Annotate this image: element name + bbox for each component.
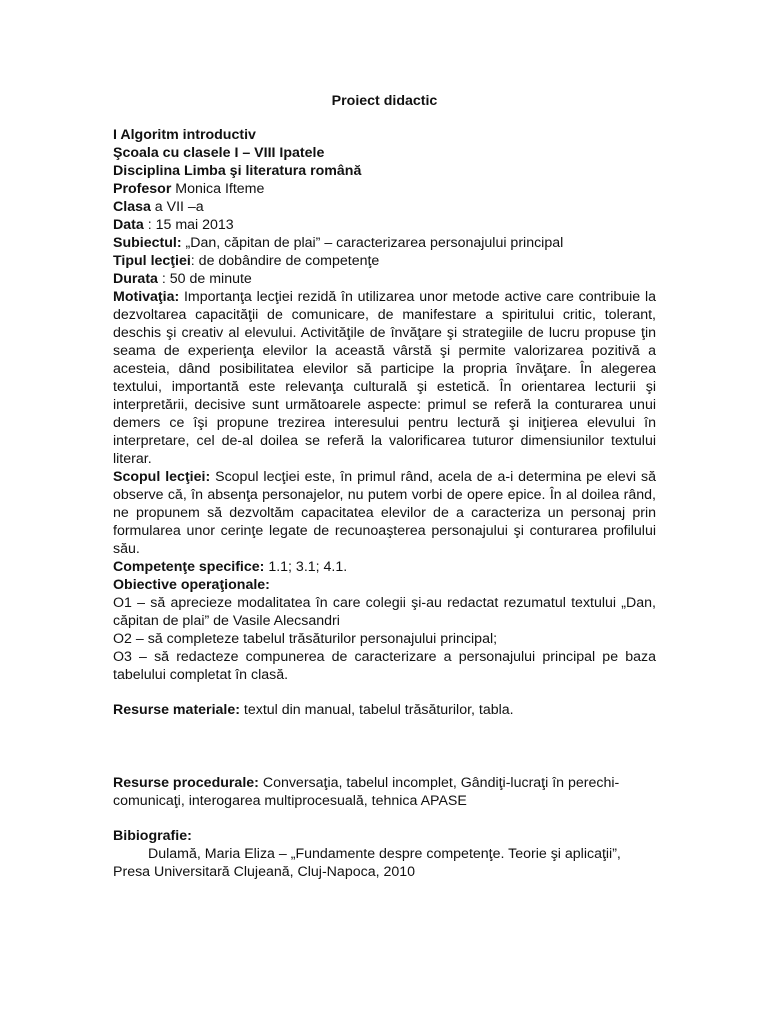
clasa-label: Clasa	[113, 199, 151, 215]
bibliografie-entry: Dulamă, Maria Eliza – „Fundamente despre competenţe. Teorie şi aplicaţii”, Presa Universitară Clujeană, Cluj-Napoca, 2010	[113, 846, 621, 880]
durata-value: : 50 de minute	[157, 271, 252, 287]
document-page	[113, 92, 656, 881]
competente-field	[113, 558, 656, 576]
subiect-field	[113, 234, 656, 252]
tip-lectie-field	[113, 252, 656, 270]
obiective-heading: Obiective operaţionale:	[113, 577, 270, 593]
resurse-materiale-label: Resurse materiale:	[113, 702, 240, 718]
document-title: Proiect didactic	[331, 93, 438, 109]
objective-o1: O1 – să aprecieze modalitatea în care colegii şi-au redactat rezumatul textului „Dan, căpitan de plai” de Vasile Alecsandri	[113, 595, 656, 629]
resurse-procedurale-field	[113, 774, 656, 810]
scop-label: Scopul lecţiei:	[113, 469, 211, 485]
profesor-label: Profesor	[113, 181, 172, 197]
disciplina-heading: Disciplina Limba şi literatura română	[113, 163, 362, 179]
scop-text: Scopul lecţiei este, în primul rând, acela de a-i determina pe elevi să observe că, în absenţa personajelor, nu putem vorbi de opere epice. În al doilea rând, ne propunem să dezvoltăm capacitatea elevilor de a caracteriza un personaj prin formularea unor cerinţe legate de recunoaşterea personajului şi conturarea profilului său.	[113, 469, 656, 557]
durata-field	[113, 270, 656, 288]
objective-o2: O2 – să completeze tabelul trăsăturilor personajului principal;	[113, 631, 498, 647]
tip-lectie-value: : de dobândire de competenţe	[190, 253, 380, 269]
subiect-value: „Dan, căpitan de plai” – caracterizarea personajului principal	[181, 235, 564, 251]
motivatie-paragraph	[113, 288, 656, 468]
competente-label: Competenţe specifice:	[113, 559, 265, 575]
spacer	[113, 719, 656, 774]
resurse-materiale-field	[113, 701, 656, 719]
motivatie-label: Motivaţia:	[113, 289, 180, 305]
profesor-field	[113, 180, 656, 198]
bibliografie-heading: Bibiografie:	[113, 828, 192, 844]
competente-value: 1.1; 3.1; 4.1.	[264, 559, 348, 575]
algoritm-heading: I Algoritm introductiv	[113, 127, 256, 143]
data-label: Data	[113, 217, 144, 233]
clasa-value: a VII –a	[150, 199, 204, 215]
profesor-value: Monica Ifteme	[171, 181, 265, 197]
resurse-procedurale-value: Conversaţia, tabelul incomplet, Gândiţi-lucraţi în perechi-comunicaţi, interogarea multiprocesuală, tehnica APASE	[113, 775, 620, 809]
tip-lectie-label: Tipul lecţiei	[113, 253, 191, 269]
subiect-label: Subiectul:	[113, 235, 182, 251]
data-field	[113, 216, 656, 234]
motivatie-text: Importanţa lecţiei rezidă în utilizarea unor metode active care contribuie la dezvoltarea capacităţii de comunicare, de manifestare a spiritului critic, tolerant, deschis şi creativ al elevului. Activităţile de învăţare şi strategiile de lucru propuse ţin seama de experienţa elevilor la această vârstă şi permite valorizarea pozitivă a acesteia, dând posibilitatea elevilor să participe la propria învăţare. În alegerea textului, importantă este relevanţa culturală şi estetică. În orientarea lecturii şi interpretării, decisive sunt următoarele aspecte: primul se referă la conturarea unui demers ce îşi propune trezirea interesului pentru lectură şi iniţierea elevului în interpretare, cel de-al doilea se referă la valorificarea tuturor dimensiunilor textului literar.	[113, 289, 656, 467]
data-value: : 15 mai 2013	[143, 217, 234, 233]
durata-label: Durata	[113, 271, 158, 287]
objective-o3: O3 – să redacteze compunerea de caracterizare a personajului principal pe baza tabelului completat în clasă.	[113, 649, 656, 683]
resurse-materiale-value: textul din manual, tabelul trăsăturilor, tabla.	[239, 702, 514, 718]
spacer	[113, 684, 656, 701]
scoala-heading: Şcoala cu clasele I – VIII Ipatele	[113, 145, 325, 161]
scop-paragraph	[113, 468, 656, 558]
resurse-procedurale-label: Resurse procedurale:	[113, 775, 259, 791]
clasa-field	[113, 198, 656, 216]
spacer	[113, 810, 656, 827]
